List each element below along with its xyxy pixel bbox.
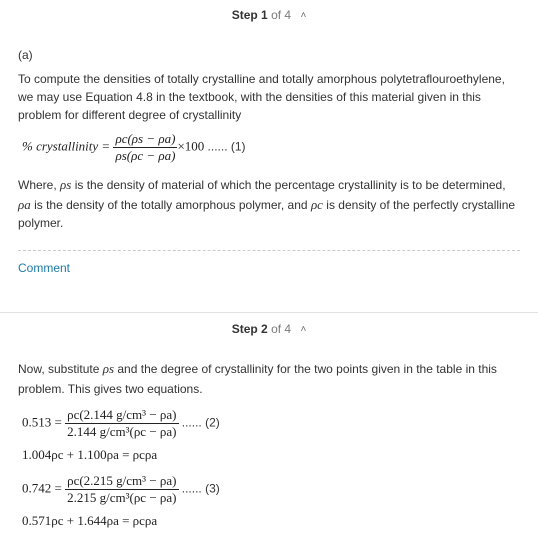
step-2-header[interactable] (0, 322, 538, 336)
eq3-lhs: 0.742 = (22, 480, 62, 496)
eq2-fraction (65, 407, 178, 440)
eq1-lhs: % crystallinity = (22, 138, 111, 154)
where-desc-3: is density of the perfectly crystalline (326, 198, 516, 212)
step-2-line-2: problem. This gives two equations. (18, 382, 203, 396)
eq1-fraction (113, 131, 177, 164)
section-divider (0, 312, 538, 313)
eq1-tail: ×100 (177, 138, 205, 154)
where-line-3: polymer. (18, 216, 64, 230)
step-2-line-1 (18, 360, 523, 378)
equation-1 (22, 131, 246, 164)
eq3-fraction (65, 473, 178, 506)
step-1-label: Step 1 (231, 8, 268, 22)
eq2-numerator: ρc(2.144 g/cm³ − ρa) (67, 407, 177, 422)
step-1-header[interactable] (0, 8, 538, 22)
dashed-divider (18, 250, 520, 251)
rho-s-symbol: ρs (60, 177, 72, 192)
equation-2b: 1.004ρc + 1.100ρa = ρcρa (22, 447, 158, 462)
step-2-label: Step 2 (231, 322, 268, 336)
eq1-ref: ...... (1) (207, 139, 246, 154)
eq3-numerator: ρc(2.215 g/cm³ − ρa) (67, 473, 177, 488)
chevron-up-icon[interactable]: ˄ (300, 324, 307, 335)
where-word: Where, (18, 178, 57, 192)
eq2-denominator: 2.144 g/cm³(ρc − ρa) (67, 424, 177, 439)
part-label: (a) (18, 48, 33, 62)
step-1-count: of 4 (271, 8, 292, 22)
where-line-1 (18, 176, 523, 194)
comment-link[interactable]: Comment (18, 261, 71, 275)
equation-3b: 0.571ρc + 1.644ρa = ρcρa (22, 513, 158, 528)
eq3-ref: ...... (3) (181, 481, 220, 496)
chevron-up-icon[interactable]: ˄ (300, 10, 307, 21)
step-2-text-b: and the degree of crystallinity for the two points given in the table in this (117, 362, 497, 376)
step-1-intro: To compute the densities of totally crystalline and totally amorphous polytetraflouroethylene, we may use Equation 4.8 in the textbook, with the densities of this material given in this problem for different degree of crystallinity (18, 72, 505, 122)
rho-a-symbol: ρa (18, 197, 31, 212)
eq1-denominator: ρs(ρc − ρa) (115, 148, 176, 163)
eq3-denominator: 2.215 g/cm³(ρc − ρa) (67, 490, 177, 505)
where-desc-2: is the density of the totally amorphous polymer, and (34, 198, 308, 212)
eq2-lhs: 0.513 = (22, 414, 62, 430)
eq1-numerator: ρc(ρs − ρa) (115, 131, 176, 146)
where-desc-1: is the density of material of which the percentage crystallinity is to be determined, (74, 178, 506, 192)
rho-s-symbol: ρs (102, 361, 115, 376)
equation-3 (22, 473, 220, 506)
where-line-2 (18, 196, 523, 214)
rho-c-symbol: ρc (310, 197, 323, 212)
step-2-count: of 4 (271, 322, 292, 336)
step-2-text-a: Now, substitute (18, 362, 100, 376)
equation-2 (22, 407, 220, 440)
eq2-ref: ...... (2) (181, 415, 220, 430)
